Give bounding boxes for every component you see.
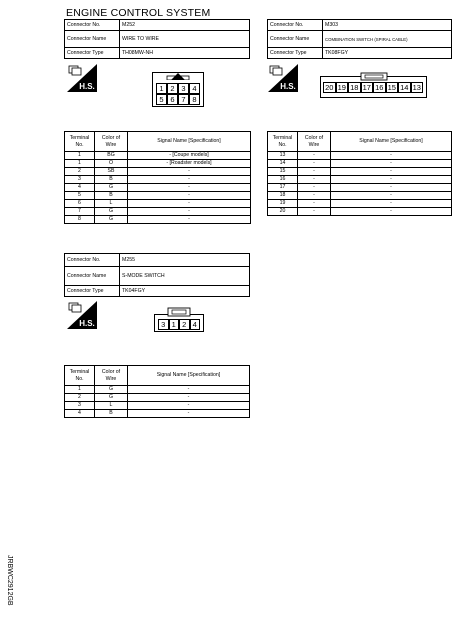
label-conn-no: Connector No.	[65, 20, 120, 31]
m252-no: M252	[120, 20, 250, 31]
signal-cell: -	[128, 184, 251, 192]
table-row	[65, 168, 251, 176]
table-row	[268, 208, 452, 216]
connector-pin: 17	[361, 82, 374, 93]
table-row	[65, 192, 251, 200]
terminal-cell: 4	[65, 410, 95, 418]
m303-info-table	[267, 19, 452, 59]
m252-name: WIRE TO WIRE	[120, 31, 250, 48]
table-row	[65, 402, 250, 410]
header-signal: Signal Name [Specification]	[128, 366, 250, 386]
page-title: ENGINE CONTROL SYSTEM	[66, 7, 211, 19]
table-row	[65, 152, 251, 160]
table-row	[268, 152, 452, 160]
m303-name: COMBINATION SWITCH (SPIRAL CABLE)	[323, 31, 452, 48]
table-row	[268, 176, 452, 184]
header-color: Color of Wire	[95, 366, 128, 386]
table-row	[65, 410, 250, 418]
header-terminal: Terminal No.	[65, 366, 95, 386]
signal-cell: -	[128, 176, 251, 184]
table-row	[268, 160, 452, 168]
connector-pin: 4	[189, 83, 200, 94]
connector-pin: 16	[373, 82, 386, 93]
connector-pin: 2	[179, 319, 190, 330]
terminal-cell: 13	[268, 152, 298, 160]
label-conn-type: Connector Type	[65, 48, 120, 59]
signal-cell: -	[331, 176, 452, 184]
table-row	[65, 184, 251, 192]
terminal-cell: 1	[65, 160, 95, 168]
terminal-cell: 1	[65, 386, 95, 394]
signal-cell: -	[128, 208, 251, 216]
figure-code: JRBWC2912GB	[6, 555, 13, 606]
color-cell: G	[95, 394, 128, 402]
terminal-cell: 4	[65, 184, 95, 192]
terminal-cell: 2	[65, 394, 95, 402]
terminal-cell: 19	[268, 200, 298, 208]
terminal-cell: 1	[65, 152, 95, 160]
m255-name: S-MODE SWITCH	[120, 267, 250, 286]
connector-pin: 14	[398, 82, 411, 93]
color-cell: G	[95, 184, 128, 192]
header-signal: Signal Name [Specification]	[128, 132, 251, 152]
color-cell: O	[95, 160, 128, 168]
svg-text:H.S.: H.S.	[79, 319, 95, 328]
signal-cell: -	[128, 200, 251, 208]
label-conn-type: Connector Type	[268, 48, 323, 59]
connector-latch-icon	[359, 72, 389, 81]
table-row	[268, 184, 452, 192]
harness-side-icon	[67, 301, 97, 329]
signal-cell: -	[128, 394, 250, 402]
terminal-cell: 18	[268, 192, 298, 200]
m252-type: TH08MW-NH	[120, 48, 250, 59]
table-row	[65, 216, 251, 224]
terminal-cell: 2	[65, 168, 95, 176]
terminal-cell: 7	[65, 208, 95, 216]
table-row	[65, 394, 250, 402]
svg-text:H.S.: H.S.	[280, 82, 296, 91]
color-cell: B	[95, 176, 128, 184]
table-row	[65, 160, 251, 168]
connector-pin: 5	[156, 94, 167, 105]
color-cell: -	[298, 200, 331, 208]
m255-no: M255	[120, 254, 250, 267]
label-conn-no: Connector No.	[65, 254, 120, 267]
label-conn-name: Connector Name	[65, 267, 120, 286]
m303-no: M303	[323, 20, 452, 31]
table-row	[65, 176, 251, 184]
m252-connector-face	[152, 72, 204, 107]
color-cell: B	[95, 410, 128, 418]
terminal-cell: 15	[268, 168, 298, 176]
table-row	[268, 192, 452, 200]
connector-pin: 7	[178, 94, 189, 105]
connector-pin: 15	[386, 82, 399, 93]
svg-text:H.S.: H.S.	[79, 82, 95, 91]
signal-cell: -	[128, 386, 250, 394]
signal-cell: - [Roadster models]	[128, 160, 251, 168]
m303-signal-table	[267, 131, 452, 216]
header-color: Color of Wire	[298, 132, 331, 152]
signal-cell: - [Coupe models]	[128, 152, 251, 160]
signal-cell: -	[128, 410, 250, 418]
table-row	[65, 208, 251, 216]
m252-info-table	[64, 19, 250, 59]
color-cell: BG	[95, 152, 128, 160]
color-cell: -	[298, 168, 331, 176]
color-cell: G	[95, 216, 128, 224]
connector-pin: 19	[336, 82, 349, 93]
connector-latch-icon	[167, 307, 191, 317]
connector-latch-icon	[163, 72, 193, 80]
color-cell: L	[95, 402, 128, 410]
connector-pin: 1	[169, 319, 180, 330]
table-row	[268, 200, 452, 208]
signal-cell: -	[331, 184, 452, 192]
signal-cell: -	[331, 208, 452, 216]
m255-info-table	[64, 253, 250, 297]
terminal-cell: 20	[268, 208, 298, 216]
label-conn-no: Connector No.	[268, 20, 323, 31]
connector-pin: 13	[411, 82, 424, 93]
color-cell: -	[298, 184, 331, 192]
signal-cell: -	[331, 200, 452, 208]
connector-pin: 20	[323, 82, 336, 93]
terminal-cell: 8	[65, 216, 95, 224]
label-conn-name: Connector Name	[268, 31, 323, 48]
m252-signal-table	[64, 131, 251, 224]
color-cell: -	[298, 192, 331, 200]
label-conn-type: Connector Type	[65, 286, 120, 297]
color-cell: -	[298, 176, 331, 184]
label-conn-name: Connector Name	[65, 31, 120, 48]
terminal-cell: 3	[65, 176, 95, 184]
color-cell: G	[95, 208, 128, 216]
color-cell: -	[298, 208, 331, 216]
header-terminal: Terminal No.	[65, 132, 95, 152]
table-row	[65, 200, 251, 208]
m255-type: TK04FGY	[120, 286, 250, 297]
signal-cell: -	[128, 216, 251, 224]
connector-pin: 18	[348, 82, 361, 93]
signal-cell: -	[128, 402, 250, 410]
signal-cell: -	[331, 192, 452, 200]
m303-type: TK08FGY	[323, 48, 452, 59]
terminal-cell: 3	[65, 402, 95, 410]
connector-pin: 4	[190, 319, 201, 330]
connector-pin: 2	[167, 83, 178, 94]
terminal-cell: 14	[268, 160, 298, 168]
color-cell: G	[95, 386, 128, 394]
signal-cell: -	[128, 168, 251, 176]
signal-cell: -	[128, 192, 251, 200]
terminal-cell: 5	[65, 192, 95, 200]
connector-pin: 8	[189, 94, 200, 105]
color-cell: -	[298, 160, 331, 168]
signal-cell: -	[331, 160, 452, 168]
signal-cell: -	[331, 168, 452, 176]
terminal-cell: 16	[268, 176, 298, 184]
harness-side-icon	[67, 64, 97, 92]
connector-pin: 1	[156, 83, 167, 94]
table-row	[268, 168, 452, 176]
m255-signal-table	[64, 365, 250, 418]
color-cell: B	[95, 192, 128, 200]
harness-side-icon	[268, 64, 298, 92]
color-cell: -	[298, 152, 331, 160]
connector-pin: 3	[158, 319, 169, 330]
header-signal: Signal Name [Specification]	[331, 132, 452, 152]
terminal-cell: 17	[268, 184, 298, 192]
header-color: Color of Wire	[95, 132, 128, 152]
color-cell: SB	[95, 168, 128, 176]
color-cell: L	[95, 200, 128, 208]
header-terminal: Terminal No.	[268, 132, 298, 152]
connector-pin: 3	[178, 83, 189, 94]
signal-cell: -	[331, 152, 452, 160]
terminal-cell: 6	[65, 200, 95, 208]
table-row	[65, 386, 250, 394]
m255-connector-face	[154, 314, 204, 332]
connector-pin: 6	[167, 94, 178, 105]
m303-connector-face	[320, 76, 427, 98]
